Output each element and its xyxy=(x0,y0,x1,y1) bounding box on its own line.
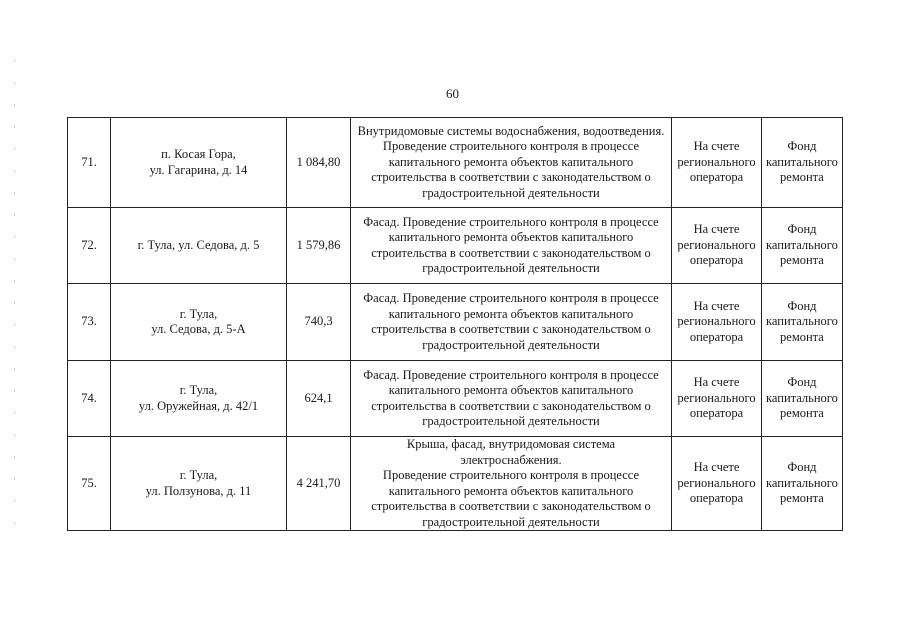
row-number: 71. xyxy=(68,118,111,208)
works-cell xyxy=(351,118,672,208)
address-cell xyxy=(111,284,287,361)
table-row xyxy=(68,437,843,531)
account-cell xyxy=(672,118,762,208)
account-cell xyxy=(672,361,762,437)
works-cell-line: Проведение строительного контроля в процессе xyxy=(382,468,640,482)
address-cell xyxy=(111,437,287,531)
funding-cell-line: капитального xyxy=(766,154,838,169)
funding-cell xyxy=(762,361,843,437)
account-cell-line: На счете xyxy=(693,460,740,475)
page-number: 60 xyxy=(446,86,459,101)
table-row xyxy=(68,118,843,208)
address-cell-line: ул. Гагарина, д. 14 xyxy=(149,162,248,177)
account-cell-line: оператора xyxy=(689,406,744,421)
funding-cell-line: капитального xyxy=(766,314,838,329)
works-cell-line: капитального ремонта объектов капитального xyxy=(388,383,634,397)
address-cell-line: п. Косая Гора, xyxy=(161,147,236,161)
works-cell xyxy=(351,284,672,361)
address-cell xyxy=(111,118,287,208)
funding-cell-line: Фонд xyxy=(787,298,817,313)
account-cell xyxy=(672,208,762,284)
works-cell-line: градостроительной деятельности xyxy=(422,514,600,529)
funding-cell-line: капитального xyxy=(766,475,838,490)
address-cell xyxy=(111,361,287,437)
address-cell xyxy=(111,208,287,284)
scan-edge-marks xyxy=(14,60,15,540)
table-row xyxy=(68,208,843,284)
funding-cell-line: капитального xyxy=(766,390,838,405)
area-cell: 1 579,86 xyxy=(287,208,351,284)
works-table-body xyxy=(68,118,843,531)
funding-cell-line: ремонта xyxy=(780,170,824,185)
area-cell: 1 084,80 xyxy=(287,118,351,208)
account-cell-line: оператора xyxy=(689,170,744,185)
account-cell-line: оператора xyxy=(689,491,744,506)
account-cell-line: регионального xyxy=(677,237,756,252)
funding-cell-line: Фонд xyxy=(787,139,817,154)
works-cell xyxy=(351,437,672,531)
works-cell-line: капитального ремонта объектов капитального xyxy=(388,306,634,321)
address-cell-line: ул. Оружейная, д. 42/1 xyxy=(138,398,259,413)
row-number: 73. xyxy=(68,284,111,361)
account-cell-line: регионального xyxy=(677,154,756,169)
works-cell-line: капитального ремонта объектов капитального xyxy=(388,154,634,169)
works-cell-line: Проведение строительного контроля в процессе xyxy=(382,139,640,154)
works-cell-line: строительства в соответствии с законодательством о xyxy=(371,499,651,513)
works-cell-line: градостроительной деятельности xyxy=(422,185,600,200)
address-cell-line: г. Тула, xyxy=(179,383,218,397)
funding-cell-line: Фонд xyxy=(787,222,817,237)
funding-cell-line: ремонта xyxy=(780,329,824,344)
funding-cell xyxy=(762,437,843,531)
address-cell-line: ул. Седова, д. 5-А xyxy=(151,322,246,336)
row-number: 72. xyxy=(68,208,111,284)
works-cell-line: строительства в соответствии с законодательством о xyxy=(371,398,651,413)
works-cell-line: Фасад. Проведение строительного контроля в процессе xyxy=(363,367,659,382)
funding-cell-line: ремонта xyxy=(780,253,824,268)
works-cell-line: капитального ремонта объектов капитального xyxy=(388,483,634,498)
account-cell-line: На счете xyxy=(693,375,740,390)
funding-cell-line: ремонта xyxy=(780,491,824,506)
address-cell-line: ул. Ползунова, д. 11 xyxy=(145,483,252,498)
works-cell xyxy=(351,208,672,284)
funding-cell xyxy=(762,118,843,208)
account-cell-line: На счете xyxy=(693,222,740,237)
works-cell-line: градостроительной деятельности xyxy=(422,337,600,352)
table-row xyxy=(68,284,843,361)
account-cell-line: оператора xyxy=(689,329,744,344)
works-cell-line: Фасад. Проведение строительного контроля в процессе xyxy=(363,291,659,305)
works-cell-line: Фасад. Проведение строительного контроля в процессе xyxy=(363,214,659,229)
address-cell-line: г. Тула, xyxy=(179,306,218,321)
account-cell-line: На счете xyxy=(693,139,740,154)
row-number: 75. xyxy=(68,437,111,531)
works-cell-line: градостроительной деятельности xyxy=(422,261,600,275)
funding-cell-line: капитального xyxy=(766,237,838,252)
area-cell: 624,1 xyxy=(287,361,351,437)
area-cell: 4 241,70 xyxy=(287,437,351,531)
works-table xyxy=(67,117,843,531)
account-cell-line: оператора xyxy=(689,253,744,268)
account-cell-line: регионального xyxy=(677,475,756,490)
account-cell xyxy=(672,437,762,531)
address-cell-line: г. Тула, ул. Седова, д. 5 xyxy=(137,237,260,252)
account-cell xyxy=(672,284,762,361)
works-cell-line: строительства в соответствии с законодательством о xyxy=(371,322,651,336)
works-cell-line: Внутридомовые системы водоснабжения, водоотведения. xyxy=(357,123,665,138)
funding-cell-line: ремонта xyxy=(780,406,824,421)
row-number: 74. xyxy=(68,361,111,437)
funding-cell xyxy=(762,208,843,284)
works-cell-line: Крыша, фасад, внутридомовая система электроснабжения. xyxy=(406,437,616,467)
works-cell-line: градостроительной деятельности xyxy=(422,414,600,428)
funding-cell xyxy=(762,284,843,361)
area-cell: 740,3 xyxy=(287,284,351,361)
works-cell-line: капитального ремонта объектов капитального xyxy=(388,230,634,244)
works-cell xyxy=(351,361,672,437)
works-cell-line: строительства в соответствии с законодательством о xyxy=(371,170,651,185)
account-cell-line: регионального xyxy=(677,390,756,405)
funding-cell-line: Фонд xyxy=(787,460,817,475)
address-cell-line: г. Тула, xyxy=(179,468,218,482)
works-cell-line: строительства в соответствии с законодательством о xyxy=(371,245,651,260)
table-row xyxy=(68,361,843,437)
account-cell-line: На счете xyxy=(693,298,740,313)
funding-cell-line: Фонд xyxy=(787,375,817,390)
account-cell-line: регионального xyxy=(677,314,756,329)
